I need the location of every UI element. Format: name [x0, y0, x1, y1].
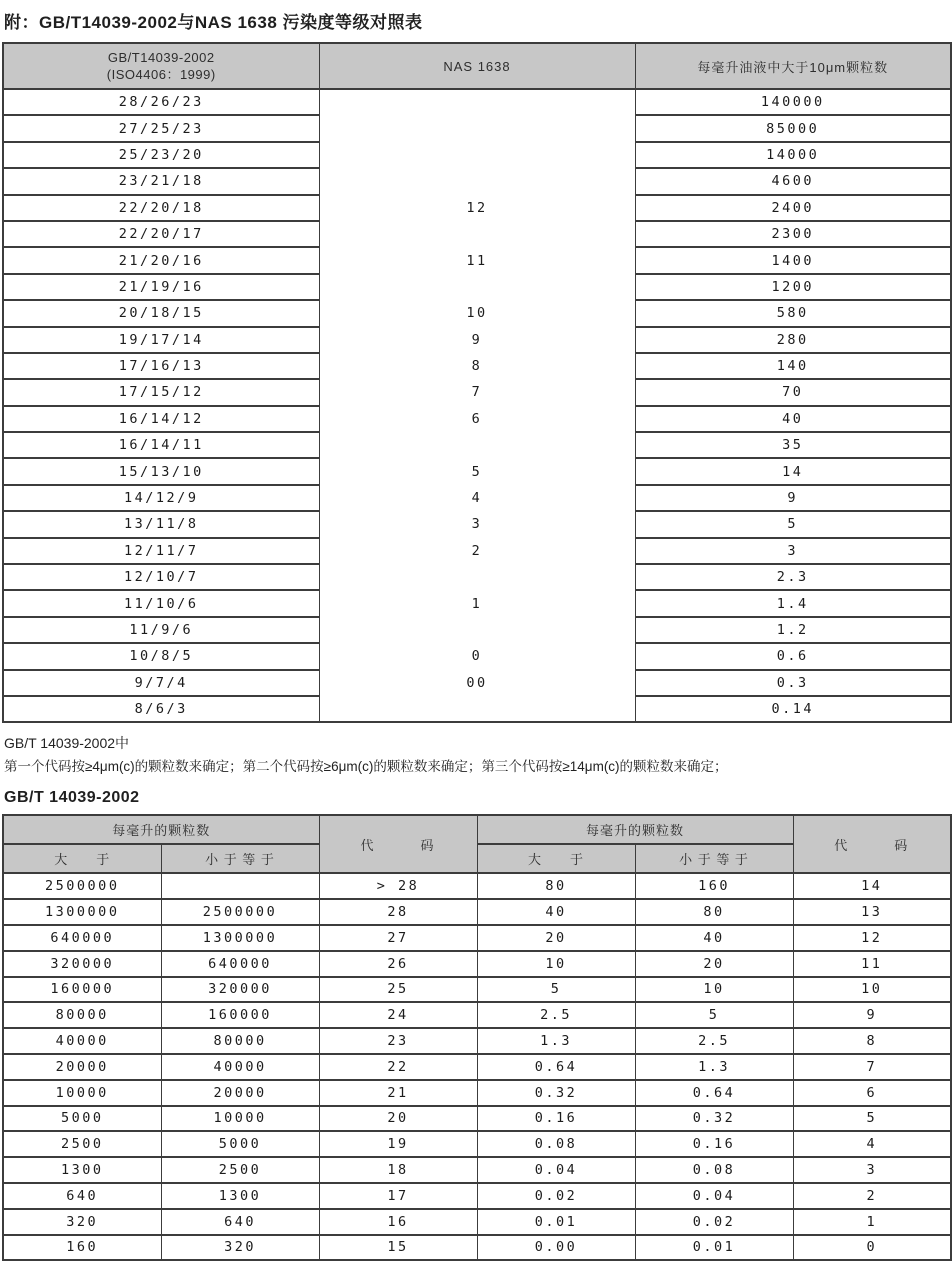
greater-than-cell: 2500	[3, 1131, 161, 1157]
code-cell: 12	[793, 925, 951, 951]
nas-grade-cell	[319, 564, 635, 590]
code-cell: 0	[793, 1235, 951, 1261]
nas-grade-cell: 5	[319, 458, 635, 484]
less-equal-cell: 5	[635, 1002, 793, 1028]
greater-than-cell: 0.16	[477, 1106, 635, 1132]
col-header-less-equal-left: 小 于 等 于	[161, 844, 319, 873]
code-cell: 16	[319, 1209, 477, 1235]
particle-count-cell: 0.14	[635, 696, 951, 722]
table-row	[3, 1002, 951, 1028]
particle-count-cell: 85000	[635, 115, 951, 141]
nas-grade-cell: 4	[319, 485, 635, 511]
less-equal-cell: 0.08	[635, 1157, 793, 1183]
group-header-particles-left: 每毫升的颗粒数	[3, 815, 319, 844]
table-row	[3, 406, 951, 432]
greater-than-cell: 2500000	[3, 873, 161, 899]
iso-code-cell: 16/14/11	[3, 432, 319, 458]
nas-grade-cell	[319, 221, 635, 247]
table-row	[3, 1235, 951, 1261]
code-cell: 19	[319, 1131, 477, 1157]
greater-than-cell: 640	[3, 1183, 161, 1209]
iso-code-cell: 22/20/17	[3, 221, 319, 247]
particle-count-cell: 40	[635, 406, 951, 432]
iso-code-cell: 12/11/7	[3, 538, 319, 564]
nas-grade-cell: 12	[319, 195, 635, 221]
less-equal-cell: 2500000	[161, 899, 319, 925]
table-row	[3, 670, 951, 696]
table-row	[3, 1131, 951, 1157]
code-cell: 21	[319, 1080, 477, 1106]
less-equal-cell: 640	[161, 1209, 319, 1235]
page-title: 附：GB/T14039-2002与NAS 1638 污染度等级对照表	[4, 13, 423, 32]
iso-code-cell: 11/9/6	[3, 617, 319, 643]
code-cell: 17	[319, 1183, 477, 1209]
less-equal-cell: 0.16	[635, 1131, 793, 1157]
iso-code-cell: 27/25/23	[3, 115, 319, 141]
code-cell: 11	[793, 951, 951, 977]
particle-count-cell: 2400	[635, 195, 951, 221]
table-row	[3, 643, 951, 669]
table-row	[3, 195, 951, 221]
table-row	[3, 899, 951, 925]
less-equal-cell: 320000	[161, 977, 319, 1003]
nas-grade-cell	[319, 432, 635, 458]
table-row	[3, 353, 951, 379]
particle-count-cell: 70	[635, 379, 951, 405]
comparison-table-header	[3, 43, 951, 89]
table-row	[3, 432, 951, 458]
iso-code-cell: 21/20/16	[3, 247, 319, 273]
particle-count-cell: 3	[635, 538, 951, 564]
code-cell: 7	[793, 1054, 951, 1080]
less-equal-cell: 40000	[161, 1054, 319, 1080]
nas-grade-cell	[319, 617, 635, 643]
particle-count-cell: 14000	[635, 142, 951, 168]
col-header-code-right: 代 码	[793, 815, 951, 873]
iso-code-cell: 19/17/14	[3, 327, 319, 353]
particle-count-cell: 1.4	[635, 590, 951, 616]
less-equal-cell	[161, 873, 319, 899]
table-row	[3, 564, 951, 590]
comparison-table-body	[3, 89, 951, 722]
code-table-header	[3, 815, 951, 873]
less-equal-cell: 5000	[161, 1131, 319, 1157]
nas-grade-cell: 10	[319, 300, 635, 326]
table-row	[3, 115, 951, 141]
less-equal-cell: 10	[635, 977, 793, 1003]
header-row-group	[3, 815, 951, 844]
particle-count-cell: 580	[635, 300, 951, 326]
col-header-code-left: 代 码	[319, 815, 477, 873]
nas-grade-cell: 11	[319, 247, 635, 273]
greater-than-cell: 0.02	[477, 1183, 635, 1209]
nas-grade-cell	[319, 142, 635, 168]
iso-code-cell: 28/26/23	[3, 89, 319, 115]
particle-count-cell: 1200	[635, 274, 951, 300]
section-title: GB/T 14039-2002	[4, 789, 140, 807]
greater-than-cell: 1300	[3, 1157, 161, 1183]
iso-code-cell: 9/7/4	[3, 670, 319, 696]
table-row	[3, 1157, 951, 1183]
code-cell: 28	[319, 899, 477, 925]
greater-than-cell: 320	[3, 1209, 161, 1235]
nas-grade-cell	[319, 696, 635, 722]
nas-grade-cell: 3	[319, 511, 635, 537]
table-row	[3, 300, 951, 326]
greater-than-cell: 0.00	[477, 1235, 635, 1261]
code-cell: 26	[319, 951, 477, 977]
table-row	[3, 274, 951, 300]
table-row	[3, 485, 951, 511]
nas-grade-cell	[319, 274, 635, 300]
greater-than-cell: 320000	[3, 951, 161, 977]
col-header-greater-than-left: 大 于	[3, 844, 161, 873]
code-cell: 23	[319, 1028, 477, 1054]
greater-than-cell: 0.32	[477, 1080, 635, 1106]
table-row	[3, 1183, 951, 1209]
iso-code-cell: 11/10/6	[3, 590, 319, 616]
nas-grade-cell	[319, 115, 635, 141]
table-row	[3, 89, 951, 115]
table-row	[3, 458, 951, 484]
particle-count-cell: 0.3	[635, 670, 951, 696]
less-equal-cell: 0.01	[635, 1235, 793, 1261]
nas-grade-cell: 6	[319, 406, 635, 432]
iso-code-cell: 17/15/12	[3, 379, 319, 405]
note-line2: 第一个代码按≥4μm(c)的颗粒数来确定；第二个代码按≥6μm(c)的颗粒数来确定；第三个代码按≥14μm(c)的颗粒数来确定；	[4, 759, 728, 775]
less-equal-cell: 80	[635, 899, 793, 925]
code-cell: 14	[793, 873, 951, 899]
code-cell: > 28	[319, 873, 477, 899]
iso-code-cell: 21/19/16	[3, 274, 319, 300]
less-equal-cell: 160	[635, 873, 793, 899]
less-equal-cell: 2.5	[635, 1028, 793, 1054]
less-equal-cell: 640000	[161, 951, 319, 977]
header-row	[3, 43, 951, 89]
greater-than-cell: 0.04	[477, 1157, 635, 1183]
code-cell: 20	[319, 1106, 477, 1132]
code-cell: 22	[319, 1054, 477, 1080]
table-row	[3, 1054, 951, 1080]
code-cell: 4	[793, 1131, 951, 1157]
gbt-code-table	[2, 814, 952, 1261]
iso-code-cell: 20/18/15	[3, 300, 319, 326]
iso-code-cell: 22/20/18	[3, 195, 319, 221]
less-equal-cell: 0.04	[635, 1183, 793, 1209]
table-row	[3, 511, 951, 537]
nas-grade-cell: 7	[319, 379, 635, 405]
greater-than-cell: 1300000	[3, 899, 161, 925]
nas-grade-cell: 1	[319, 590, 635, 616]
nas-grade-cell: 9	[319, 327, 635, 353]
table-row	[3, 696, 951, 722]
iso-code-cell: 8/6/3	[3, 696, 319, 722]
nas-grade-cell: 0	[319, 643, 635, 669]
code-cell: 9	[793, 1002, 951, 1028]
table-row	[3, 951, 951, 977]
code-cell: 18	[319, 1157, 477, 1183]
code-cell: 27	[319, 925, 477, 951]
code-table-body	[3, 873, 951, 1260]
table-row	[3, 247, 951, 273]
particle-count-cell: 35	[635, 432, 951, 458]
particle-count-cell: 5	[635, 511, 951, 537]
particle-count-cell: 140000	[635, 89, 951, 115]
less-equal-cell: 1300000	[161, 925, 319, 951]
nas-grade-cell	[319, 89, 635, 115]
less-equal-cell: 2500	[161, 1157, 319, 1183]
table-row	[3, 379, 951, 405]
code-cell: 5	[793, 1106, 951, 1132]
table-row	[3, 617, 951, 643]
col-header-nas1638: NAS 1638	[319, 43, 635, 89]
gbt-nas-comparison-table	[2, 42, 952, 723]
table-row	[3, 142, 951, 168]
code-cell: 3	[793, 1157, 951, 1183]
less-equal-cell: 0.64	[635, 1080, 793, 1106]
code-cell: 25	[319, 977, 477, 1003]
greater-than-cell: 10	[477, 951, 635, 977]
table-row	[3, 873, 951, 899]
particle-count-cell: 2300	[635, 221, 951, 247]
nas-grade-cell	[319, 168, 635, 194]
col-header-particle-count: 每毫升油液中大于10μm颗粒数	[635, 43, 951, 89]
table-row	[3, 977, 951, 1003]
group-header-particles-right: 每毫升的颗粒数	[477, 815, 793, 844]
code-cell: 10	[793, 977, 951, 1003]
table-row	[3, 538, 951, 564]
particle-count-cell: 2.3	[635, 564, 951, 590]
greater-than-cell: 10000	[3, 1080, 161, 1106]
particle-count-cell: 140	[635, 353, 951, 379]
iso-code-cell: 16/14/12	[3, 406, 319, 432]
less-equal-cell: 10000	[161, 1106, 319, 1132]
greater-than-cell: 0.01	[477, 1209, 635, 1235]
col-header-gbt14039	[3, 43, 319, 89]
greater-than-cell: 5	[477, 977, 635, 1003]
code-cell: 15	[319, 1235, 477, 1261]
less-equal-cell: 0.02	[635, 1209, 793, 1235]
greater-than-cell: 640000	[3, 925, 161, 951]
less-equal-cell: 0.32	[635, 1106, 793, 1132]
less-equal-cell: 20	[635, 951, 793, 977]
particle-count-cell: 1400	[635, 247, 951, 273]
iso-code-cell: 12/10/7	[3, 564, 319, 590]
col-header-gbt14039-line1: GB/T14039-2002	[107, 50, 215, 65]
nas-grade-cell: 00	[319, 670, 635, 696]
particle-count-cell: 0.6	[635, 643, 951, 669]
greater-than-cell: 20000	[3, 1054, 161, 1080]
less-equal-cell: 160000	[161, 1002, 319, 1028]
col-header-gbt14039-line2: (ISO4406：1999)	[106, 67, 216, 82]
table-row	[3, 168, 951, 194]
less-equal-cell: 20000	[161, 1080, 319, 1106]
iso-code-cell: 17/16/13	[3, 353, 319, 379]
code-cell: 6	[793, 1080, 951, 1106]
greater-than-cell: 80000	[3, 1002, 161, 1028]
iso-code-cell: 15/13/10	[3, 458, 319, 484]
table-row	[3, 1106, 951, 1132]
less-equal-cell: 80000	[161, 1028, 319, 1054]
less-equal-cell: 320	[161, 1235, 319, 1261]
greater-than-cell: 20	[477, 925, 635, 951]
note-line1: GB/T 14039-2002中	[4, 735, 130, 752]
particle-count-cell: 4600	[635, 168, 951, 194]
greater-than-cell: 160	[3, 1235, 161, 1261]
table-row	[3, 327, 951, 353]
code-cell: 24	[319, 1002, 477, 1028]
code-cell: 13	[793, 899, 951, 925]
nas-grade-cell: 8	[319, 353, 635, 379]
greater-than-cell: 40000	[3, 1028, 161, 1054]
greater-than-cell: 40	[477, 899, 635, 925]
greater-than-cell: 0.08	[477, 1131, 635, 1157]
iso-code-cell: 25/23/20	[3, 142, 319, 168]
greater-than-cell: 160000	[3, 977, 161, 1003]
less-equal-cell: 1.3	[635, 1054, 793, 1080]
table-row	[3, 1080, 951, 1106]
table-row	[3, 221, 951, 247]
particle-count-cell: 9	[635, 485, 951, 511]
table-row	[3, 590, 951, 616]
greater-than-cell: 80	[477, 873, 635, 899]
less-equal-cell: 40	[635, 925, 793, 951]
code-cell: 8	[793, 1028, 951, 1054]
table-row	[3, 1209, 951, 1235]
particle-count-cell: 280	[635, 327, 951, 353]
iso-code-cell: 13/11/8	[3, 511, 319, 537]
particle-count-cell: 1.2	[635, 617, 951, 643]
iso-code-cell: 23/21/18	[3, 168, 319, 194]
code-cell: 1	[793, 1209, 951, 1235]
less-equal-cell: 1300	[161, 1183, 319, 1209]
col-header-less-equal-right: 小 于 等 于	[635, 844, 793, 873]
greater-than-cell: 1.3	[477, 1028, 635, 1054]
iso-code-cell: 10/8/5	[3, 643, 319, 669]
particle-count-cell: 14	[635, 458, 951, 484]
iso-code-cell: 14/12/9	[3, 485, 319, 511]
greater-than-cell: 5000	[3, 1106, 161, 1132]
table-row	[3, 1028, 951, 1054]
col-header-greater-than-right: 大 于	[477, 844, 635, 873]
code-cell: 2	[793, 1183, 951, 1209]
nas-grade-cell: 2	[319, 538, 635, 564]
greater-than-cell: 0.64	[477, 1054, 635, 1080]
table-row	[3, 925, 951, 951]
greater-than-cell: 2.5	[477, 1002, 635, 1028]
